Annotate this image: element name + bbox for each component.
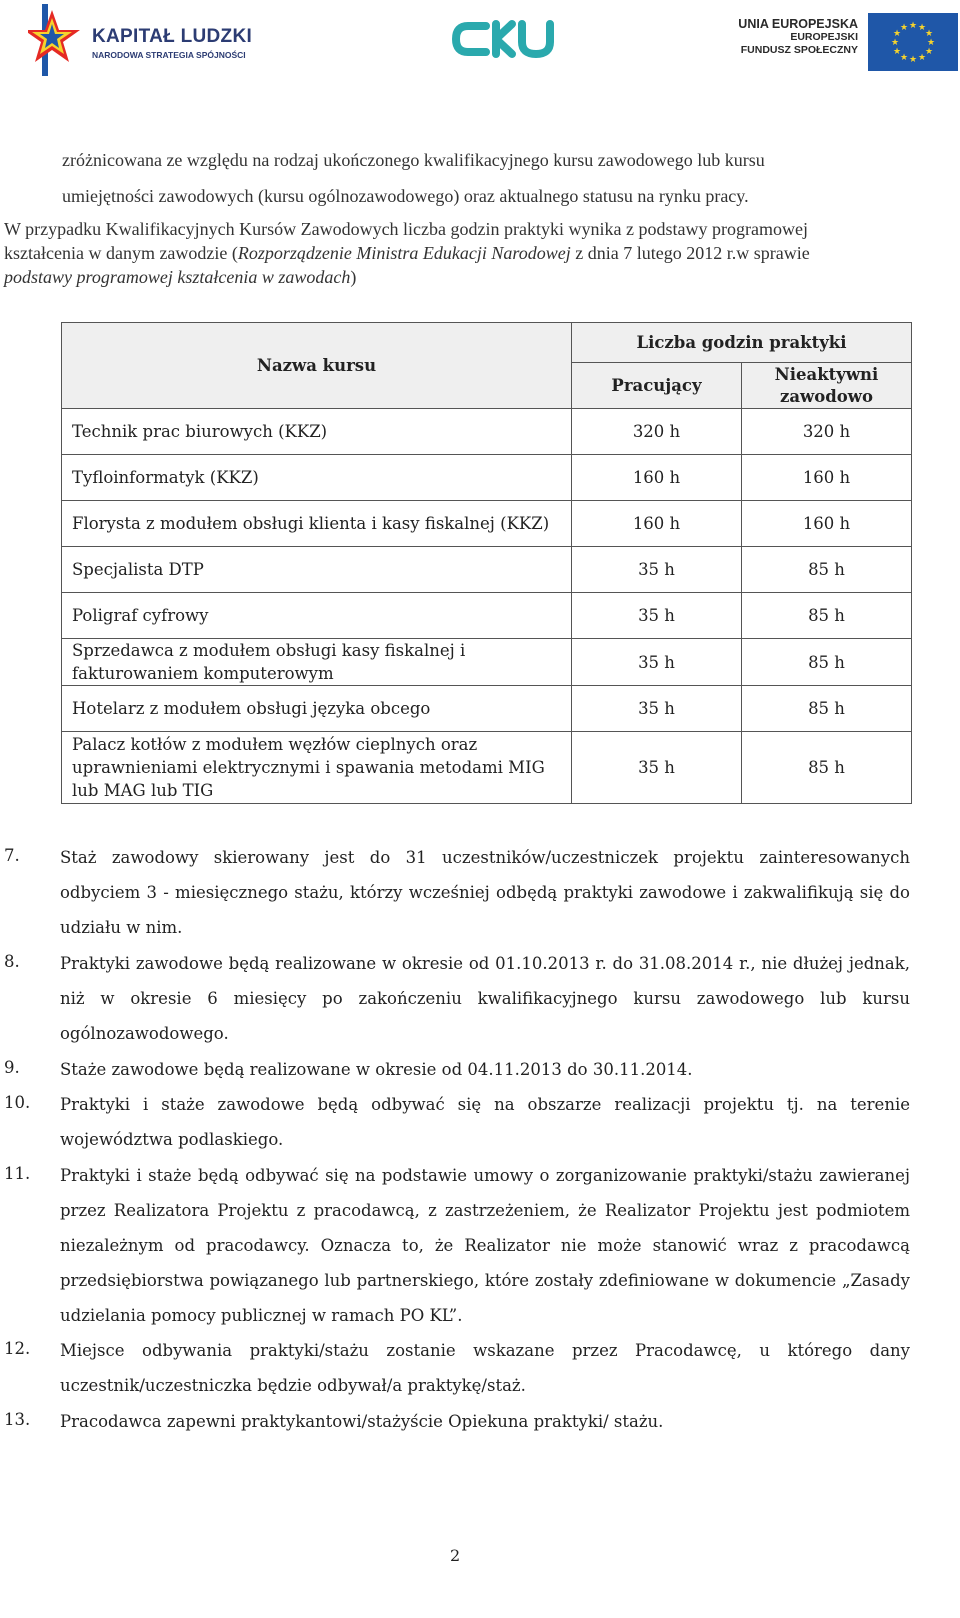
kl-subtitle: NARODOWA STRATEGIA SPÓJNOŚCI: [92, 50, 246, 60]
hours-working: 160 h: [572, 455, 742, 501]
course-name: Technik prac biurowych (KKZ): [62, 409, 572, 455]
kapital-ludzki-logo: [28, 4, 278, 76]
table-row: [62, 501, 912, 547]
course-name: Specjalista DTP: [62, 547, 572, 593]
hours-inactive: 85 h: [742, 593, 912, 639]
list-item-text: Staż zawodowy skierowany jest do 31 uczestników/uczestniczek projektu zainteresowanych odbyciem 3 - miesięcznego stażu, którzy wcześniej odbędą praktyki zawodowe i zakwalifikują się do udziału w nim.: [60, 848, 910, 937]
svg-text:★: ★: [899, 23, 909, 33]
cku-logo: [452, 18, 560, 65]
svg-text:★: ★: [908, 55, 918, 65]
list-item-text: Staże zawodowe będą realizowane w okresie od 04.11.2013 do 30.11.2014.: [60, 1060, 693, 1079]
header-practice-hours: Liczba godzin praktyki: [572, 323, 912, 363]
svg-text:★: ★: [892, 29, 902, 39]
hours-inactive: 320 h: [742, 409, 912, 455]
list-item-number: 7.: [4, 846, 20, 865]
kapital-ludzki-star-icon: [28, 4, 88, 76]
intro-line-5a: podstawy programowej kształcenia w zawodach: [4, 267, 351, 287]
course-name: Hotelarz z modułem obsługi języka obcego: [62, 686, 572, 732]
intro-line-4c: z dnia 7 lutego 2012 r.w sprawie: [570, 243, 810, 263]
eu-line1: UNIA EUROPEJSKA: [738, 17, 858, 31]
svg-text:★: ★: [908, 21, 918, 31]
svg-text:★: ★: [924, 29, 934, 39]
intro-line-5b: ): [350, 267, 357, 287]
course-name: Sprzedawca z modułem obsługi kasy fiskalnej i fakturowaniem komputerowym: [62, 639, 572, 686]
course-name: Palacz kotłów z modułem węzłów cieplnych oraz uprawnieniami elektrycznymi i spawania metodami MIG lub MAG lub TIG: [62, 732, 572, 804]
intro-line-4a: kształcenia w danym zawodzie (: [4, 243, 238, 263]
hours-working: 35 h: [572, 732, 742, 804]
hours-inactive: 85 h: [742, 547, 912, 593]
svg-text:★: ★: [892, 47, 902, 57]
kl-title: KAPITAŁ LUDZKI: [92, 26, 253, 47]
hours-working: 320 h: [572, 409, 742, 455]
svg-text:★: ★: [924, 47, 934, 57]
intro-line-2: umiejętności zawodowych (kursu ogólnozawodowego) oraz aktualnego statusu na rynku pracy.: [62, 186, 749, 206]
course-name: Tyfloinformatyk (KKZ): [62, 455, 572, 501]
list-item-number: 10.: [4, 1093, 31, 1112]
table-row: [62, 455, 912, 501]
intro-line-1: zróżnicowana ze względu na rodzaj ukończonego kwalifikacyjnego kursu zawodowego lub kursu: [62, 150, 765, 170]
eu-flag-icon: [868, 13, 958, 71]
table-row: [62, 732, 912, 804]
table-row: [62, 639, 912, 686]
hours-inactive: 160 h: [742, 501, 912, 547]
hours-working: 35 h: [572, 639, 742, 686]
intro-line-3: W przypadku Kwalifikacyjnych Kursów Zawodowych liczba godzin praktyki wynika z podstawy programowej: [4, 219, 808, 239]
hours-working: 35 h: [572, 686, 742, 732]
svg-text:★: ★: [899, 53, 909, 63]
list-item-text: Praktyki zawodowe będą realizowane w okresie od 01.10.2013 r. do 31.08.2014 r., nie dłużej jednak, niż w okresie 6 miesięcy po zakończeniu kwalifikacyjnego kursu zawodowego lub kursu ogólnozawodowego.: [60, 954, 910, 1043]
hours-inactive: 85 h: [742, 686, 912, 732]
hours-working: 160 h: [572, 501, 742, 547]
hours-working: 35 h: [572, 547, 742, 593]
list-item-text: Praktyki i staże będą odbywać się na podstawie umowy o zorganizowanie praktyki/stażu zawieranej przez Realizatora Projektu z pracodawcą, z zastrzeżeniem, że Realizator Projektu jest podmiotem niezależnym od pracodawcy. Oznacza to, że Realizator nie może stanowić wraz z pracodawcą przedsiębiorstwa powiązanego lub partnerskiego, które zostały zdefiniowane w dokumencie „Zasady udzielania pomocy publicznej w ramach PO KL”.: [60, 1166, 910, 1325]
header-course-name: Nazwa kursu: [62, 323, 572, 409]
list-item-text: Miejsce odbywania praktyki/stażu zostanie wskazane przez Pracodawcę, u którego dany uczestnik/uczestniczka będzie odbywał/a praktykę/staż.: [60, 1341, 910, 1395]
courses-table: [61, 322, 912, 804]
list-item-text: Praktyki i staże zawodowe będą odbywać się na obszarze realizacji projektu tj. na terenie województwa podlaskiego.: [60, 1095, 910, 1149]
eu-line3: FUNDUSZ SPOŁECZNY: [740, 44, 858, 56]
eu-text: [738, 18, 858, 57]
list-item-number: 13.: [4, 1410, 31, 1429]
eu-logo: [724, 10, 960, 72]
table-row: [62, 409, 912, 455]
hours-inactive: 85 h: [742, 732, 912, 804]
list-item-text: Pracodawca zapewni praktykantowi/stażyście Opiekuna praktyki/ stażu.: [60, 1412, 664, 1431]
list-item-number: 8.: [4, 952, 20, 971]
hours-working: 35 h: [572, 593, 742, 639]
hours-inactive: 160 h: [742, 455, 912, 501]
table-row: [62, 686, 912, 732]
table-row: [62, 547, 912, 593]
svg-text:★: ★: [890, 38, 900, 48]
intro-line-5: [4, 267, 356, 288]
page-header: [0, 0, 960, 90]
list-item-number: 11.: [4, 1164, 31, 1183]
list-item-number: 12.: [4, 1339, 31, 1358]
page-number: 2: [450, 1546, 461, 1565]
intro-line-4: [4, 243, 810, 264]
table-row: [62, 593, 912, 639]
header-inactive: Nieaktywni zawodowo: [742, 363, 912, 409]
table-header-row: [62, 323, 912, 363]
hours-inactive: 85 h: [742, 639, 912, 686]
cku-logo-mark: [452, 18, 560, 60]
list-item-number: 9.: [4, 1058, 20, 1077]
svg-text:★: ★: [917, 53, 927, 63]
svg-text:★: ★: [926, 38, 936, 48]
course-name: Poligraf cyfrowy: [62, 593, 572, 639]
svg-text:★: ★: [917, 23, 927, 33]
intro-regulation: Rozporządzenie Ministra Edukacji Narodowej: [237, 243, 571, 263]
header-working: Pracujący: [572, 363, 742, 409]
course-name: Florysta z modułem obsługi klienta i kasy fiskalnej (KKZ): [62, 501, 572, 547]
eu-line2: EUROPEJSKI: [790, 31, 858, 43]
